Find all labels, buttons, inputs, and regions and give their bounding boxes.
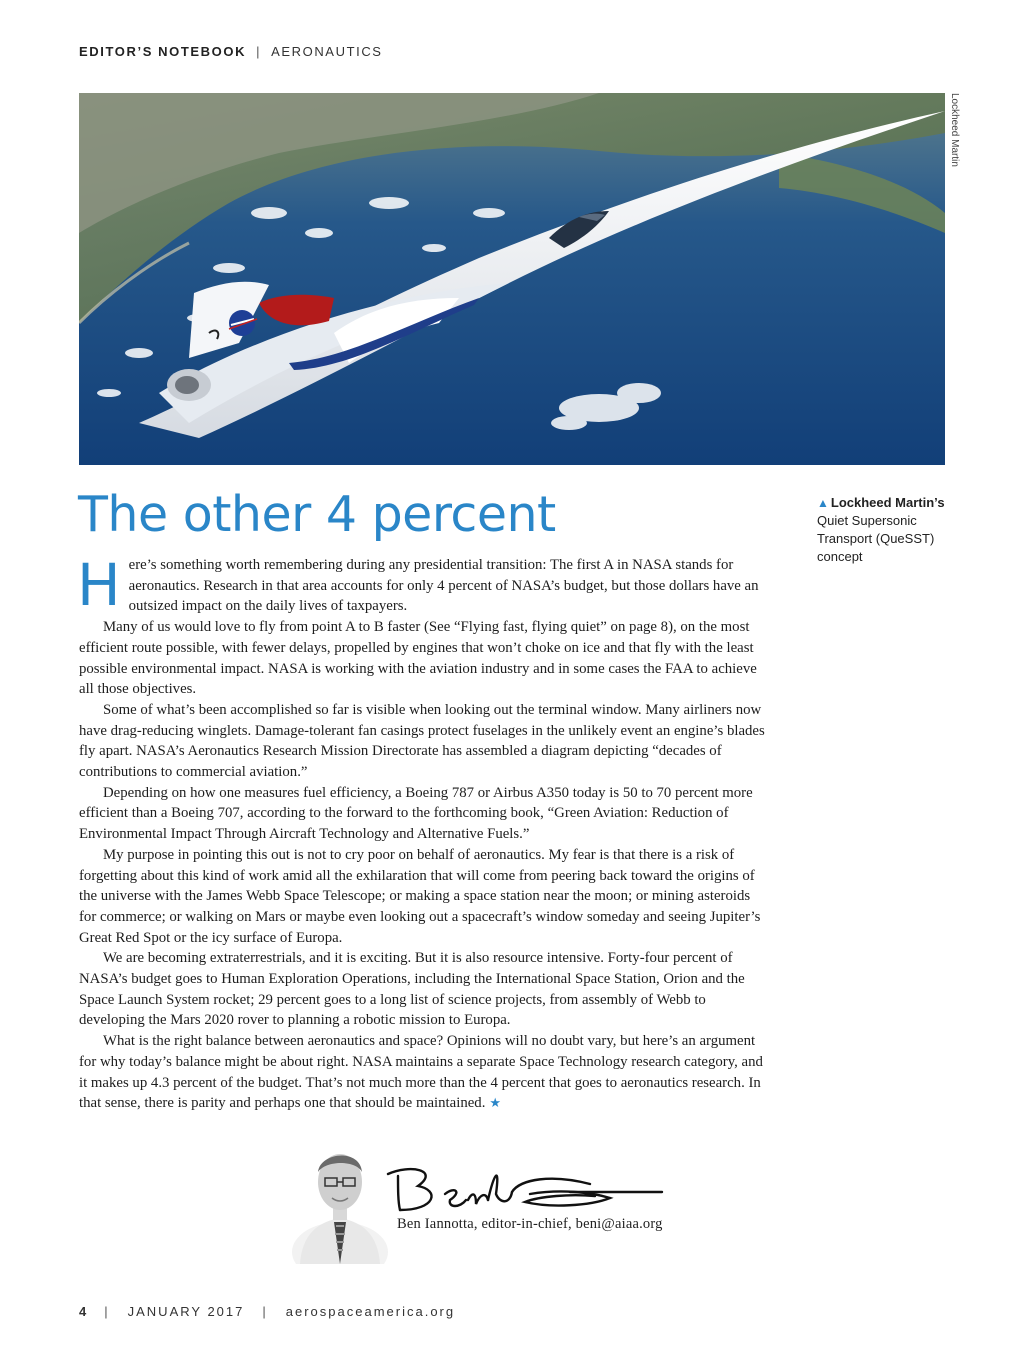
footer-separator: | bbox=[104, 1304, 110, 1319]
caption-bold: Lockheed Martin’s bbox=[830, 495, 945, 510]
topic-label: AERONAUTICS bbox=[271, 44, 383, 59]
supersonic-jet-photo bbox=[79, 93, 945, 465]
photo-credit: Lockheed Martin bbox=[949, 93, 960, 167]
paragraph: Many of us would love to fly from point A to B faster (See “Flying fast, flying quiet” on page 8), on the most efficient route possible, with fewer delays, propelled by engines that won’t choke on ice and that fly with the least possible environmental impact. NASA is working with the aviation industry and in some cases the FAA to achieve all those objectives. bbox=[79, 619, 757, 698]
article-body bbox=[77, 551, 769, 1114]
paragraph bbox=[79, 1031, 769, 1114]
article-title: The other 4 percent bbox=[78, 486, 556, 543]
section-header bbox=[79, 44, 383, 59]
paragraph bbox=[77, 551, 769, 619]
hero-photo bbox=[79, 93, 945, 465]
paragraph: Some of what’s been accomplished so far is visible when looking out the terminal window. Many airliners now have drag-reducing winglets. Damage-tolerant fan casings protect fuselages in the unlikely event an engine’s blades fly apart. NASA’s Aeronautics Research Mission Directorate has assembled a diagram depicting “decades of contributions to commercial aviation.” bbox=[79, 701, 765, 781]
caption-text: Quiet Supersonic Transport (QueSST) concept bbox=[817, 513, 935, 564]
paragraph: We are becoming extraterrestrials, and it is exciting. But it is also resource intensive. Forty-four percent of NASA’s budget goes to Human Exploration Operations, including the International Space Station, Orion and the Space Launch System rocket; 29 percent goes to a long list of science projects, from assembly of Webb to developing the Mars 2020 rover to planning a robotic mission to Europa. bbox=[79, 950, 745, 1029]
photo-caption bbox=[817, 494, 967, 566]
triangle-up-icon: ▲ bbox=[817, 496, 829, 510]
paragraph-text: ere’s something worth remembering during any presidential transition: The first A in NASA stands for aeronautics. Research in that area accounts for only 4 percent of NASA’s budget, but those dollars have an outsized impact on the daily lives of taxpayers. bbox=[128, 557, 759, 615]
author-byline: Ben Iannotta, editor-in-chief, beni@aiaa.org bbox=[397, 1216, 663, 1232]
author-block bbox=[290, 1134, 670, 1264]
paragraph: My purpose in pointing this out is not to cry poor on behalf of aeronautics. My fear is that there is a risk of forgetting about this kind of work amid all the exhilaration that will come from peering back toward the origins of the universe with the James Webb Space Telescope; or making a space station near the moon; or mining asteroids for commerce; or walking on Mars or maybe even looking out a spacecraft’s window someday and seeing Jupiter’s Great Red Spot or the icy surface of Europa. bbox=[79, 846, 761, 946]
author-portrait bbox=[292, 1154, 388, 1264]
issue-date: JANUARY 2017 bbox=[127, 1304, 245, 1319]
paragraph-text: What is the right balance between aeronautics and space? Opinions will no doubt vary, but here’s an argument for why today’s balance might be about right. NASA maintains a separate Space Technology research category, and it makes up 4.3 percent of the budget. That’s not much more than the 4 percent that goes to aeronautics research. In that sense, there is parity and perhaps one that should be maintained. bbox=[79, 1033, 763, 1112]
page-footer bbox=[79, 1304, 455, 1319]
site-url: aerospaceamerica.org bbox=[285, 1304, 456, 1319]
section-label: EDITOR’S NOTEBOOK bbox=[79, 44, 247, 59]
handwritten-signature bbox=[388, 1169, 662, 1210]
page-number: 4 bbox=[79, 1304, 87, 1319]
header-separator: | bbox=[256, 44, 262, 59]
drop-cap: H bbox=[77, 551, 121, 619]
paragraph: Depending on how one measures fuel efficiency, a Boeing 787 or Airbus A350 today is 50 to 70 percent more efficient than a Boeing 707, according to the forward to the forthcoming book, “Green Aviation: Reduction of Environmental Impact Through Aircraft Technology and Alternative Fuels.” bbox=[79, 784, 753, 843]
footer-separator: | bbox=[262, 1304, 268, 1319]
end-mark-star-icon: ★ bbox=[489, 1095, 502, 1111]
